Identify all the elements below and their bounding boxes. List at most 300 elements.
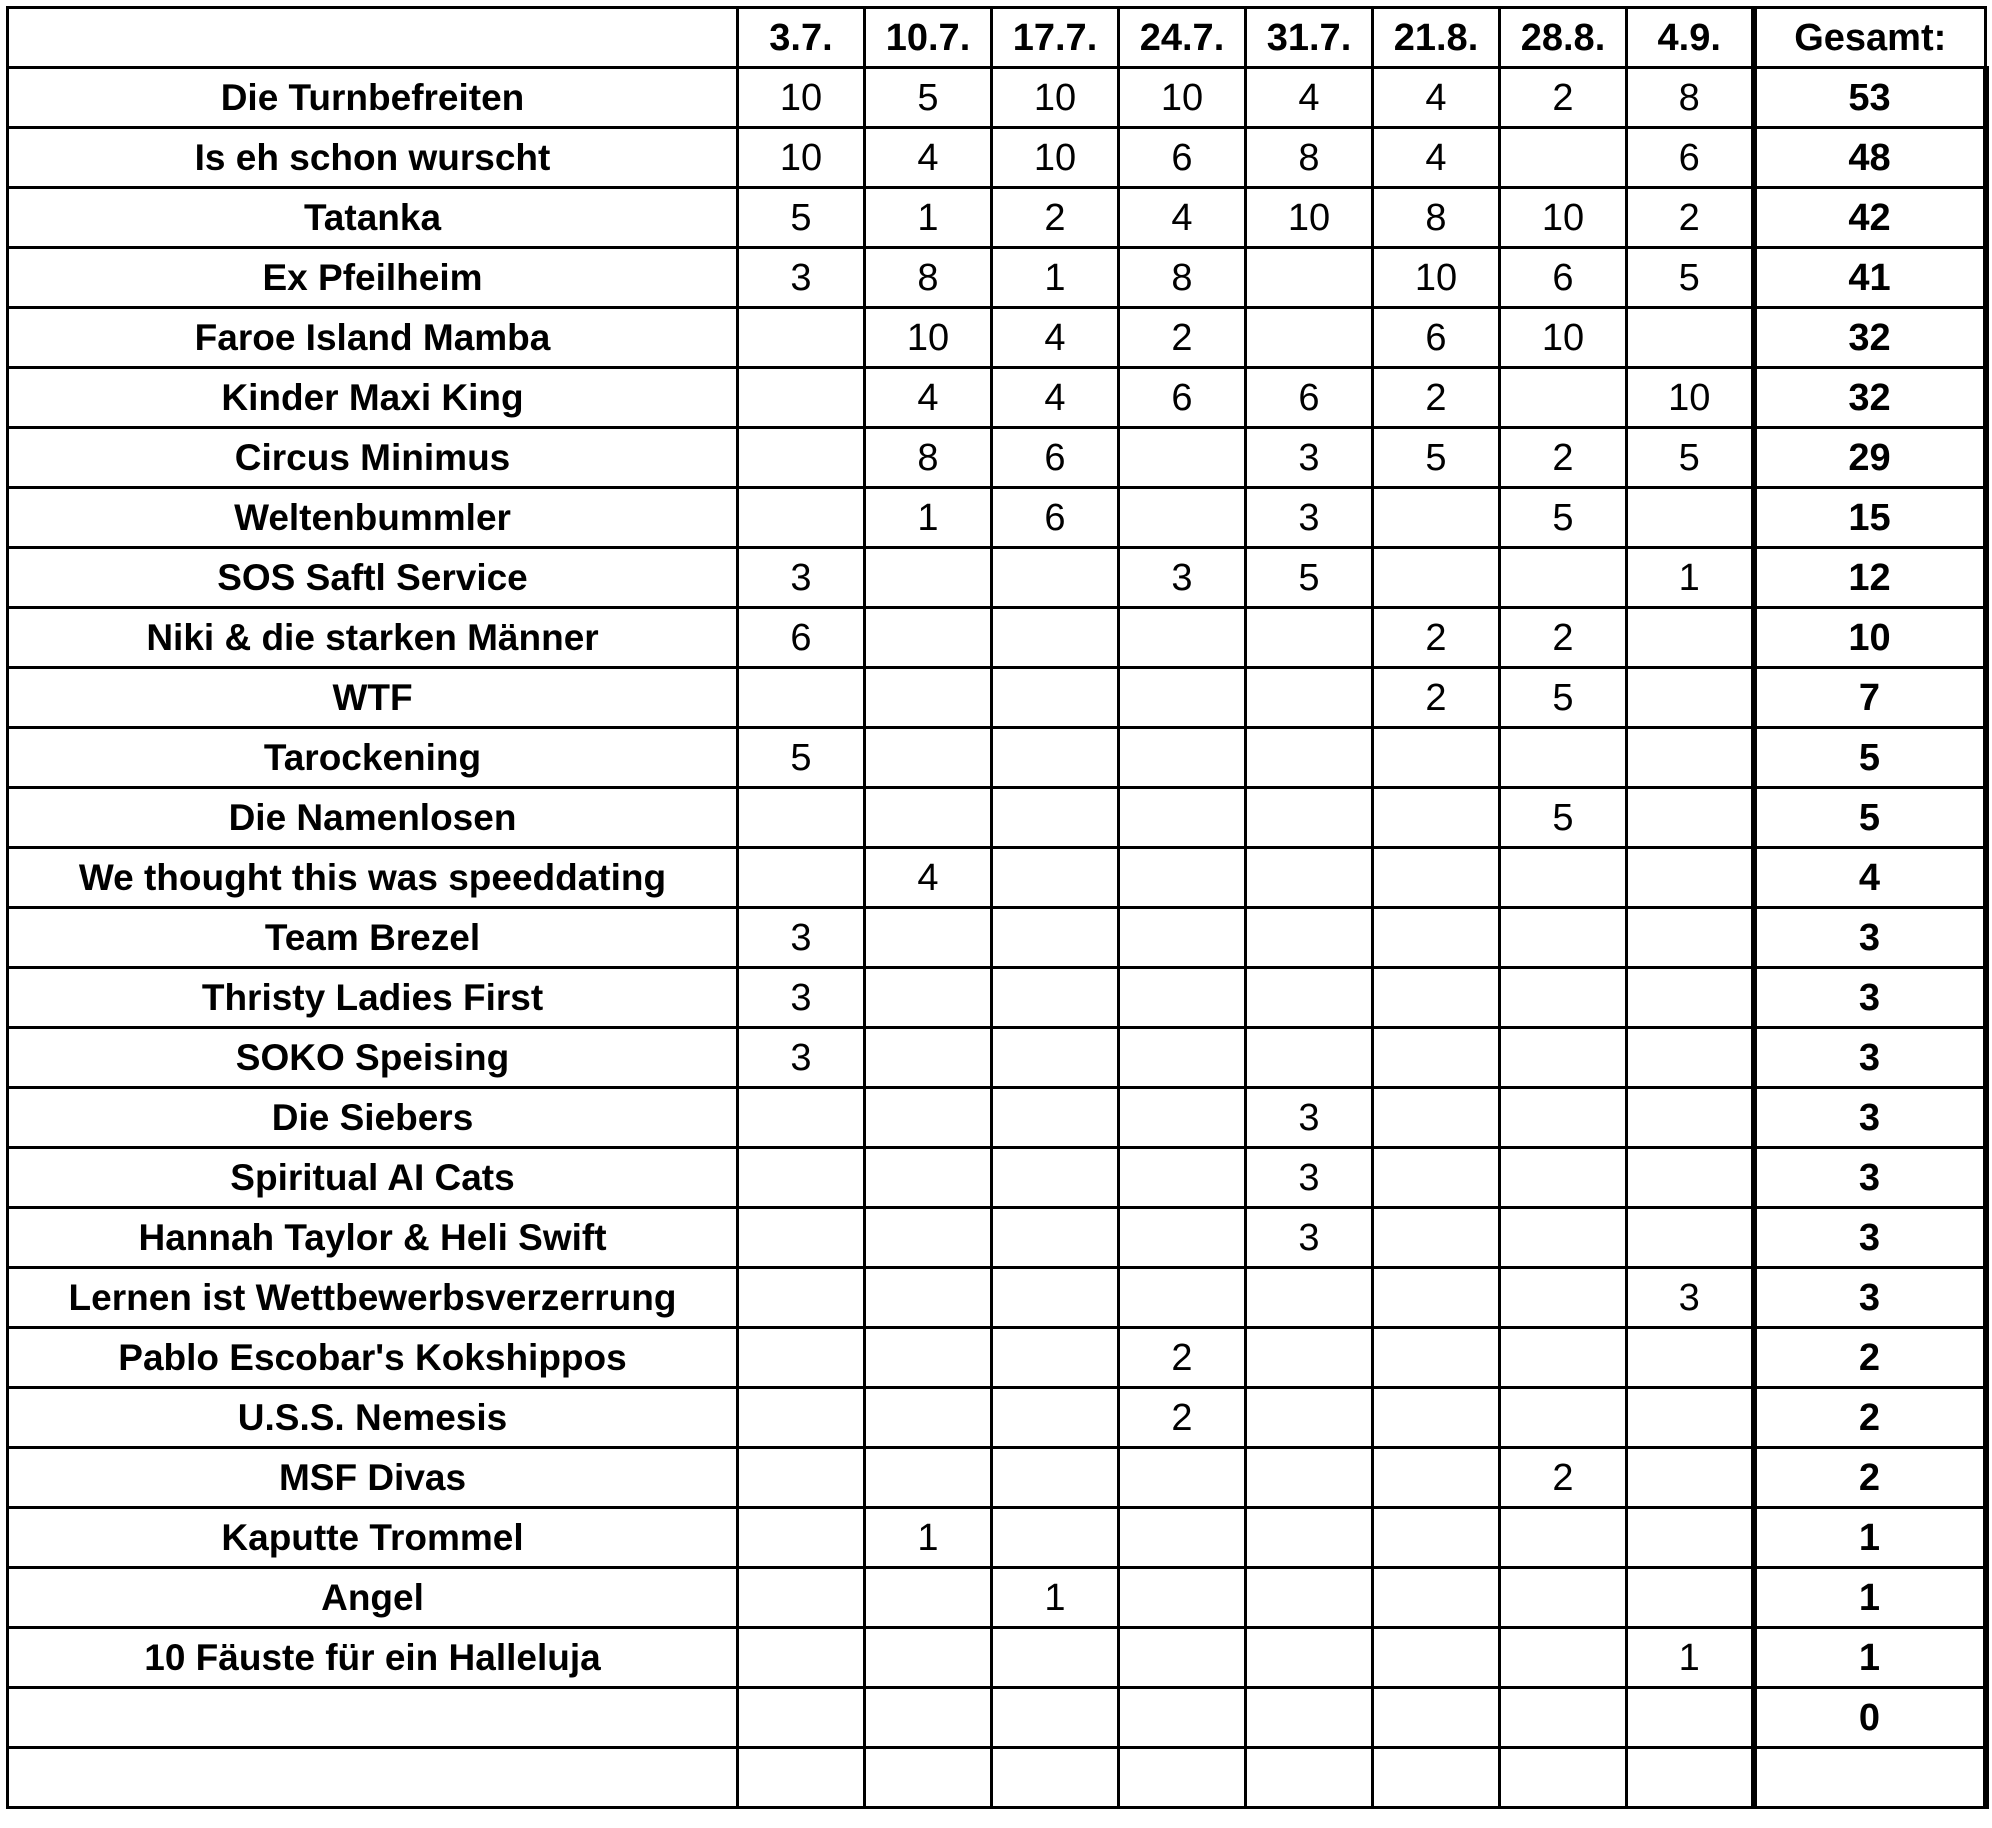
score-cell: 2 — [1373, 368, 1500, 428]
score-cell — [1119, 1028, 1246, 1088]
total-cell: 48 — [1754, 128, 1986, 188]
score-cell — [1500, 1208, 1627, 1268]
score-cell — [738, 1328, 865, 1388]
score-cell: 4 — [865, 368, 992, 428]
score-cell: 8 — [1246, 128, 1373, 188]
score-cell — [1500, 848, 1627, 908]
score-cell — [1246, 1688, 1373, 1748]
score-cell — [992, 788, 1119, 848]
total-cell: 1 — [1754, 1568, 1986, 1628]
table-row — [8, 788, 1986, 848]
score-cell — [738, 308, 865, 368]
score-cell — [1246, 1268, 1373, 1328]
score-cell: 2 — [1373, 608, 1500, 668]
score-cell: 10 — [1500, 308, 1627, 368]
total-cell: 2 — [1754, 1388, 1986, 1448]
score-cell: 4 — [1373, 68, 1500, 128]
score-cell — [1373, 1388, 1500, 1448]
total-cell: 5 — [1754, 788, 1986, 848]
total-cell: 0 — [1754, 1688, 1986, 1748]
score-cell — [1500, 548, 1627, 608]
table-row — [8, 1688, 1986, 1748]
score-cell: 2 — [992, 188, 1119, 248]
table-row — [8, 1088, 1986, 1148]
score-cell — [992, 1208, 1119, 1268]
score-cell — [1246, 728, 1373, 788]
score-cell — [1500, 1568, 1627, 1628]
score-cell: 3 — [1246, 1148, 1373, 1208]
team-name-cell: We thought this was speeddating — [8, 848, 738, 908]
score-cell — [1373, 1568, 1500, 1628]
score-cell — [1246, 1328, 1373, 1388]
score-cell — [1119, 728, 1246, 788]
score-cell: 2 — [1119, 308, 1246, 368]
score-cell: 1 — [992, 1568, 1119, 1628]
score-cell: 4 — [992, 368, 1119, 428]
score-cell — [1627, 728, 1754, 788]
score-cell — [992, 1508, 1119, 1568]
total-cell: 41 — [1754, 248, 1986, 308]
score-cell: 3 — [1246, 1088, 1373, 1148]
table-row — [8, 1268, 1986, 1328]
score-cell — [1246, 968, 1373, 1028]
team-name-cell: Circus Minimus — [8, 428, 738, 488]
score-cell — [1500, 1688, 1627, 1748]
total-cell: 29 — [1754, 428, 1986, 488]
score-cell — [992, 1748, 1119, 1808]
score-cell — [1500, 1508, 1627, 1568]
score-cell — [738, 1508, 865, 1568]
team-name-cell: Niki & die starken Männer — [8, 608, 738, 668]
score-cell: 1 — [865, 1508, 992, 1568]
score-cell — [865, 1748, 992, 1808]
score-cell — [992, 1148, 1119, 1208]
header-date: 28.8. — [1500, 8, 1627, 68]
team-name-cell: 10 Fäuste für ein Halleluja — [8, 1628, 738, 1688]
score-cell — [1119, 1628, 1246, 1688]
score-cell: 2 — [1500, 1448, 1627, 1508]
score-cell — [992, 1448, 1119, 1508]
score-cell — [1119, 1268, 1246, 1328]
table-row — [8, 188, 1986, 248]
total-cell: 2 — [1754, 1328, 1986, 1388]
score-cell — [1119, 1508, 1246, 1568]
score-cell — [1119, 668, 1246, 728]
score-cell — [1119, 1748, 1246, 1808]
score-cell: 5 — [1500, 788, 1627, 848]
total-cell: 10 — [1754, 608, 1986, 668]
score-cell — [1246, 1568, 1373, 1628]
score-cell — [992, 908, 1119, 968]
score-cell — [1627, 968, 1754, 1028]
score-cell: 6 — [1119, 128, 1246, 188]
score-cell: 5 — [865, 68, 992, 128]
score-cell: 10 — [992, 68, 1119, 128]
score-cell — [1119, 488, 1246, 548]
score-cell — [992, 968, 1119, 1028]
score-cell — [738, 1748, 865, 1808]
score-cell — [1500, 1748, 1627, 1808]
score-cell — [865, 1328, 992, 1388]
total-cell: 32 — [1754, 368, 1986, 428]
score-cell: 1 — [1627, 1628, 1754, 1688]
score-cell — [1246, 1628, 1373, 1688]
score-cell — [992, 1628, 1119, 1688]
header-date: 3.7. — [738, 8, 865, 68]
score-cell — [738, 1688, 865, 1748]
score-cell — [1373, 1748, 1500, 1808]
total-cell: 3 — [1754, 1028, 1986, 1088]
header-date: 21.8. — [1373, 8, 1500, 68]
table-row — [8, 608, 1986, 668]
score-cell: 10 — [992, 128, 1119, 188]
score-cell: 3 — [738, 908, 865, 968]
score-cell: 4 — [1373, 128, 1500, 188]
score-cell — [1373, 1088, 1500, 1148]
table-row — [8, 1748, 1986, 1808]
score-cell — [865, 668, 992, 728]
score-cell — [738, 1388, 865, 1448]
table-row — [8, 728, 1986, 788]
team-name-cell: Faroe Island Mamba — [8, 308, 738, 368]
table-row — [8, 1148, 1986, 1208]
team-name-cell: Kaputte Trommel — [8, 1508, 738, 1568]
team-name-cell: Weltenbummler — [8, 488, 738, 548]
score-cell: 6 — [1119, 368, 1246, 428]
score-cell — [1373, 1148, 1500, 1208]
score-cell — [1627, 1028, 1754, 1088]
header-total: Gesamt: — [1754, 8, 1986, 68]
score-cell — [992, 728, 1119, 788]
score-cell — [1627, 1508, 1754, 1568]
score-cell — [738, 428, 865, 488]
score-cell — [1373, 1628, 1500, 1688]
total-cell: 5 — [1754, 728, 1986, 788]
score-cell — [992, 1268, 1119, 1328]
score-cell — [1246, 1748, 1373, 1808]
score-cell: 10 — [1500, 188, 1627, 248]
score-cell — [1246, 1028, 1373, 1088]
score-cell: 6 — [1627, 128, 1754, 188]
score-cell: 6 — [992, 488, 1119, 548]
score-cell — [738, 1148, 865, 1208]
score-cell — [1500, 1088, 1627, 1148]
score-cell — [1500, 128, 1627, 188]
score-cell: 3 — [1627, 1268, 1754, 1328]
score-cell: 2 — [1119, 1388, 1246, 1448]
score-cell — [992, 608, 1119, 668]
score-cell: 2 — [1119, 1328, 1246, 1388]
team-name-cell: Team Brezel — [8, 908, 738, 968]
score-cell: 10 — [738, 68, 865, 128]
team-name-cell: Thristy Ladies First — [8, 968, 738, 1028]
score-cell — [1373, 1028, 1500, 1088]
score-cell — [738, 1568, 865, 1628]
table-row — [8, 1208, 1986, 1268]
header-date: 4.9. — [1627, 8, 1754, 68]
total-cell: 12 — [1754, 548, 1986, 608]
score-cell: 2 — [1500, 68, 1627, 128]
team-name-cell: Angel — [8, 1568, 738, 1628]
score-cell — [865, 1628, 992, 1688]
score-cell — [738, 488, 865, 548]
team-name-cell — [8, 1748, 738, 1808]
score-cell — [1500, 1148, 1627, 1208]
score-cell: 1 — [865, 488, 992, 548]
score-cell — [1119, 908, 1246, 968]
score-cell — [1373, 728, 1500, 788]
table-row — [8, 1028, 1986, 1088]
table-row — [8, 1628, 1986, 1688]
score-cell: 3 — [738, 968, 865, 1028]
team-name-cell: SOS Saftl Service — [8, 548, 738, 608]
total-cell: 32 — [1754, 308, 1986, 368]
score-cell — [1500, 1328, 1627, 1388]
score-cell — [992, 668, 1119, 728]
score-cell — [738, 668, 865, 728]
score-cell — [1373, 1328, 1500, 1388]
team-name-cell: Spiritual AI Cats — [8, 1148, 738, 1208]
score-cell — [1373, 1508, 1500, 1568]
score-cell — [1119, 1688, 1246, 1748]
score-cell: 6 — [1246, 368, 1373, 428]
score-cell — [992, 1388, 1119, 1448]
score-cell — [1627, 668, 1754, 728]
table-row — [8, 1568, 1986, 1628]
header-date: 17.7. — [992, 8, 1119, 68]
score-cell — [1119, 1448, 1246, 1508]
total-cell: 3 — [1754, 1088, 1986, 1148]
total-cell: 15 — [1754, 488, 1986, 548]
score-cell — [992, 1088, 1119, 1148]
team-name-cell — [8, 1688, 738, 1748]
score-cell — [1373, 1208, 1500, 1268]
score-cell — [1500, 1028, 1627, 1088]
total-cell: 3 — [1754, 908, 1986, 968]
score-cell — [1500, 968, 1627, 1028]
score-cell: 8 — [1373, 188, 1500, 248]
score-cell — [1373, 488, 1500, 548]
score-cell: 4 — [865, 128, 992, 188]
score-cell — [1246, 908, 1373, 968]
table-row — [8, 548, 1986, 608]
team-name-cell: Is eh schon wurscht — [8, 128, 738, 188]
total-cell: 42 — [1754, 188, 1986, 248]
score-cell: 5 — [738, 188, 865, 248]
score-cell — [1246, 668, 1373, 728]
score-cell — [992, 848, 1119, 908]
score-cell — [865, 728, 992, 788]
score-cell: 1 — [865, 188, 992, 248]
score-cell: 10 — [1627, 368, 1754, 428]
team-name-cell: Tatanka — [8, 188, 738, 248]
score-cell — [1119, 1568, 1246, 1628]
score-cell: 5 — [1373, 428, 1500, 488]
score-cell — [865, 1688, 992, 1748]
team-name-cell: Die Turnbefreiten — [8, 68, 738, 128]
table-row — [8, 668, 1986, 728]
score-cell: 8 — [1119, 248, 1246, 308]
score-cell — [1627, 1388, 1754, 1448]
score-cell: 3 — [738, 248, 865, 308]
score-cell — [1627, 308, 1754, 368]
score-cell: 2 — [1627, 188, 1754, 248]
score-cell — [1246, 1448, 1373, 1508]
score-body — [8, 68, 1986, 1808]
score-cell — [1500, 1388, 1627, 1448]
score-cell — [1627, 608, 1754, 668]
score-cell: 5 — [1627, 248, 1754, 308]
total-cell: 3 — [1754, 968, 1986, 1028]
score-cell — [1373, 788, 1500, 848]
score-cell — [865, 1388, 992, 1448]
score-cell — [1246, 848, 1373, 908]
score-cell — [1373, 548, 1500, 608]
score-cell: 4 — [992, 308, 1119, 368]
total-cell: 4 — [1754, 848, 1986, 908]
table-row — [8, 428, 1986, 488]
score-cell — [865, 1568, 992, 1628]
score-cell: 6 — [992, 428, 1119, 488]
score-cell: 10 — [1373, 248, 1500, 308]
score-cell — [1246, 1388, 1373, 1448]
table-row — [8, 308, 1986, 368]
score-cell — [1627, 488, 1754, 548]
team-name-cell: Pablo Escobar's Kokshippos — [8, 1328, 738, 1388]
score-cell: 10 — [865, 308, 992, 368]
score-cell: 3 — [738, 548, 865, 608]
team-name-cell: SOKO Speising — [8, 1028, 738, 1088]
team-name-cell: Hannah Taylor & Heli Swift — [8, 1208, 738, 1268]
score-cell: 6 — [1373, 308, 1500, 368]
score-cell — [1119, 1208, 1246, 1268]
score-cell — [738, 788, 865, 848]
team-name-cell: Die Siebers — [8, 1088, 738, 1148]
score-cell: 5 — [1500, 488, 1627, 548]
score-cell — [1627, 908, 1754, 968]
score-cell: 10 — [1246, 188, 1373, 248]
score-cell — [1246, 788, 1373, 848]
score-cell — [1246, 1508, 1373, 1568]
score-cell — [1373, 968, 1500, 1028]
table-row — [8, 368, 1986, 428]
team-name-cell: Tarockening — [8, 728, 738, 788]
total-cell: 3 — [1754, 1208, 1986, 1268]
table-row — [8, 908, 1986, 968]
score-cell: 5 — [738, 728, 865, 788]
header-date: 24.7. — [1119, 8, 1246, 68]
team-name-cell: U.S.S. Nemesis — [8, 1388, 738, 1448]
table-row — [8, 248, 1986, 308]
score-cell — [1500, 1268, 1627, 1328]
score-cell — [1119, 788, 1246, 848]
score-cell — [865, 548, 992, 608]
score-cell — [1627, 1448, 1754, 1508]
table-row — [8, 68, 1986, 128]
score-cell — [992, 1028, 1119, 1088]
score-cell — [738, 1628, 865, 1688]
score-cell: 8 — [1627, 68, 1754, 128]
score-cell — [1373, 1688, 1500, 1748]
total-cell: 3 — [1754, 1148, 1986, 1208]
score-cell: 10 — [738, 128, 865, 188]
team-name-cell: MSF Divas — [8, 1448, 738, 1508]
team-name-cell: WTF — [8, 668, 738, 728]
team-name-cell: Lernen ist Wettbewerbsverzerrung — [8, 1268, 738, 1328]
score-cell — [738, 1448, 865, 1508]
score-cell — [865, 1268, 992, 1328]
score-cell: 8 — [865, 428, 992, 488]
score-cell: 5 — [1500, 668, 1627, 728]
score-cell — [1246, 308, 1373, 368]
score-cell — [1627, 1688, 1754, 1748]
score-cell — [1627, 1148, 1754, 1208]
score-cell — [1119, 608, 1246, 668]
score-cell: 4 — [1246, 68, 1373, 128]
score-cell: 3 — [1246, 428, 1373, 488]
score-cell — [1119, 968, 1246, 1028]
team-name-cell: Kinder Maxi King — [8, 368, 738, 428]
table-row — [8, 488, 1986, 548]
score-cell: 5 — [1627, 428, 1754, 488]
score-cell: 5 — [1246, 548, 1373, 608]
score-cell — [865, 788, 992, 848]
score-cell — [1627, 788, 1754, 848]
total-cell: 1 — [1754, 1628, 1986, 1688]
score-cell: 3 — [738, 1028, 865, 1088]
score-cell — [1500, 908, 1627, 968]
score-cell: 6 — [1500, 248, 1627, 308]
header-date: 31.7. — [1246, 8, 1373, 68]
score-cell — [865, 968, 992, 1028]
team-name-cell: Die Namenlosen — [8, 788, 738, 848]
header-row — [8, 8, 1986, 68]
score-cell: 3 — [1119, 548, 1246, 608]
score-cell — [865, 1028, 992, 1088]
score-cell — [1373, 1448, 1500, 1508]
score-cell — [1627, 848, 1754, 908]
score-cell — [1627, 1568, 1754, 1628]
score-cell — [738, 848, 865, 908]
score-cell — [1119, 848, 1246, 908]
total-cell: 7 — [1754, 668, 1986, 728]
score-cell — [1627, 1328, 1754, 1388]
score-cell: 4 — [865, 848, 992, 908]
score-cell — [738, 1268, 865, 1328]
score-cell — [1119, 428, 1246, 488]
score-cell — [1246, 248, 1373, 308]
score-cell — [865, 1448, 992, 1508]
table-row — [8, 1508, 1986, 1568]
header-date: 10.7. — [865, 8, 992, 68]
score-cell — [992, 1328, 1119, 1388]
score-cell: 10 — [1119, 68, 1246, 128]
total-cell: 1 — [1754, 1508, 1986, 1568]
table-row — [8, 1448, 1986, 1508]
score-cell — [1119, 1088, 1246, 1148]
score-cell — [1373, 908, 1500, 968]
total-cell: 53 — [1754, 68, 1986, 128]
score-cell — [865, 1088, 992, 1148]
total-cell: 3 — [1754, 1268, 1986, 1328]
score-cell: 2 — [1500, 608, 1627, 668]
score-cell — [738, 1088, 865, 1148]
score-cell: 1 — [992, 248, 1119, 308]
score-cell — [865, 908, 992, 968]
score-table — [6, 6, 1989, 1809]
score-cell — [865, 608, 992, 668]
score-cell: 3 — [1246, 488, 1373, 548]
